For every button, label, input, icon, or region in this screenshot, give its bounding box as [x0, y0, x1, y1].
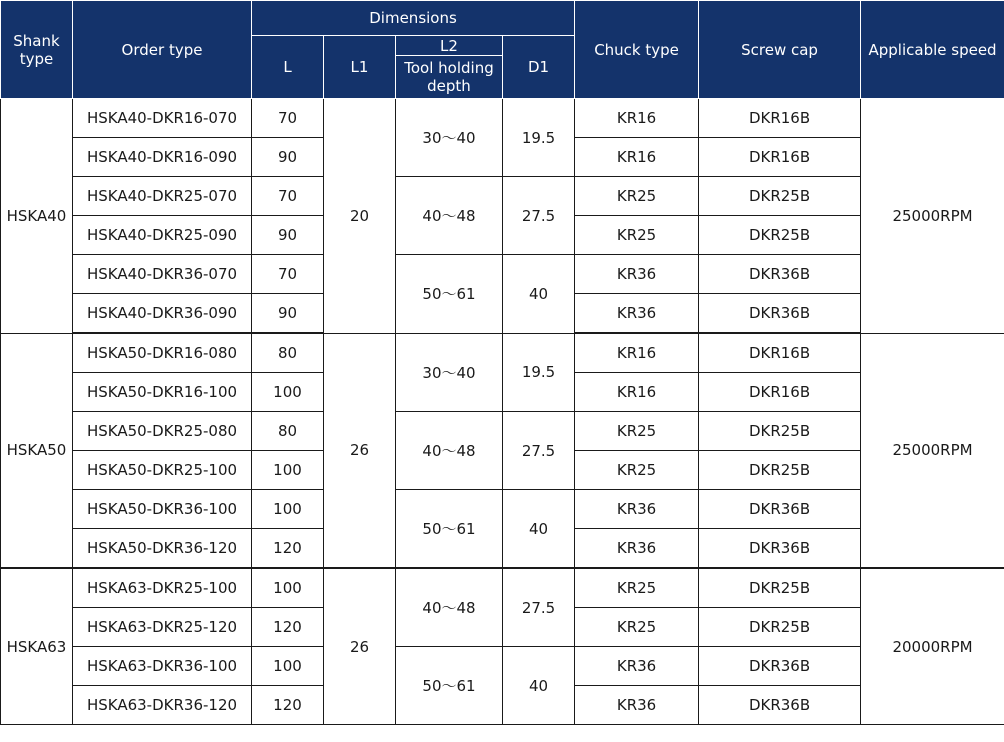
cell-order: HSKA40-DKR16-070 — [73, 99, 252, 138]
cell-chuck: KR25 — [575, 568, 699, 608]
table-row — [1, 490, 1004, 529]
cell-D1: 27.5 — [503, 568, 575, 647]
cell-order: HSKA40-DKR16-090 — [73, 138, 252, 177]
cell-order: HSKA50-DKR16-080 — [73, 333, 252, 373]
cell-L: 90 — [252, 294, 324, 334]
cell-order: HSKA63-DKR25-100 — [73, 568, 252, 608]
cell-chuck: KR36 — [575, 686, 699, 725]
cell-chuck: KR25 — [575, 451, 699, 490]
cell-order: HSKA50-DKR16-100 — [73, 373, 252, 412]
cell-chuck: KR36 — [575, 490, 699, 529]
header-order-type: Order type — [73, 1, 252, 99]
cell-order: HSKA63-DKR36-120 — [73, 686, 252, 725]
cell-L2: 30～40 — [396, 99, 503, 177]
cell-chuck: KR36 — [575, 647, 699, 686]
cell-L2: 30～40 — [396, 333, 503, 412]
cell-L: 80 — [252, 333, 324, 373]
cell-chuck: KR16 — [575, 333, 699, 373]
cell-D1: 27.5 — [503, 177, 575, 255]
cell-order: HSKA40-DKR25-070 — [73, 177, 252, 216]
cell-L: 100 — [252, 451, 324, 490]
cell-cap: DKR36B — [699, 294, 861, 334]
cell-L: 70 — [252, 255, 324, 294]
table-row — [1, 412, 1004, 451]
cell-speed: 20000RPM — [861, 568, 1004, 725]
table-row — [1, 255, 1004, 294]
table-row — [1, 647, 1004, 686]
cell-order: HSKA50-DKR25-100 — [73, 451, 252, 490]
header-screw-cap: Screw cap — [699, 1, 861, 99]
cell-L: 70 — [252, 99, 324, 138]
cell-order: HSKA40-DKR36-070 — [73, 255, 252, 294]
header-shank-type: Shank type — [1, 1, 73, 99]
cell-D1: 40 — [503, 255, 575, 334]
cell-L: 90 — [252, 138, 324, 177]
cell-shank: HSKA40 — [1, 99, 73, 334]
cell-chuck: KR36 — [575, 529, 699, 569]
header-L2: L2 — [396, 36, 503, 56]
cell-L: 120 — [252, 686, 324, 725]
cell-order: HSKA50-DKR25-080 — [73, 412, 252, 451]
cell-cap: DKR25B — [699, 177, 861, 216]
cell-D1: 19.5 — [503, 333, 575, 412]
cell-L: 120 — [252, 529, 324, 569]
cell-order: HSKA63-DKR25-120 — [73, 608, 252, 647]
cell-L2: 50～61 — [396, 647, 503, 725]
cell-L2: 40～48 — [396, 412, 503, 490]
cell-cap: DKR36B — [699, 529, 861, 569]
cell-chuck: KR16 — [575, 373, 699, 412]
cell-L1: 26 — [324, 333, 396, 568]
cell-speed: 25000RPM — [861, 333, 1004, 568]
cell-order: HSKA50-DKR36-120 — [73, 529, 252, 569]
cell-cap: DKR25B — [699, 412, 861, 451]
cell-cap: DKR36B — [699, 255, 861, 294]
cell-chuck: KR36 — [575, 255, 699, 294]
cell-shank: HSKA63 — [1, 568, 73, 725]
cell-D1: 40 — [503, 490, 575, 569]
cell-L: 80 — [252, 412, 324, 451]
cell-cap: DKR16B — [699, 373, 861, 412]
table-row — [1, 99, 1004, 138]
header-applicable-speed: Applicable speed — [861, 1, 1004, 99]
cell-chuck: KR25 — [575, 177, 699, 216]
cell-order: HSKA63-DKR36-100 — [73, 647, 252, 686]
cell-L: 100 — [252, 490, 324, 529]
cell-L1: 26 — [324, 568, 396, 725]
cell-cap: DKR25B — [699, 568, 861, 608]
cell-L: 90 — [252, 216, 324, 255]
cell-L1: 20 — [324, 99, 396, 334]
cell-L: 120 — [252, 608, 324, 647]
cell-cap: DKR36B — [699, 686, 861, 725]
header-dimensions: Dimensions — [252, 1, 575, 36]
cell-L2: 50～61 — [396, 255, 503, 334]
cell-L: 100 — [252, 373, 324, 412]
cell-chuck: KR36 — [575, 294, 699, 334]
cell-cap: DKR16B — [699, 333, 861, 373]
cell-speed: 25000RPM — [861, 99, 1004, 334]
header-L2-subtitle: Tool holding depth — [396, 56, 503, 99]
cell-L: 100 — [252, 647, 324, 686]
table-row — [1, 333, 1004, 373]
header-chuck-type: Chuck type — [575, 1, 699, 99]
cell-L: 70 — [252, 177, 324, 216]
header-L: L — [252, 36, 324, 99]
cell-shank: HSKA50 — [1, 333, 73, 568]
cell-chuck: KR25 — [575, 216, 699, 255]
cell-chuck: KR16 — [575, 138, 699, 177]
cell-cap: DKR16B — [699, 138, 861, 177]
cell-cap: DKR36B — [699, 647, 861, 686]
cell-L: 100 — [252, 568, 324, 608]
cell-order: HSKA40-DKR25-090 — [73, 216, 252, 255]
header-D1: D1 — [503, 36, 575, 99]
cell-D1: 27.5 — [503, 412, 575, 490]
cell-chuck: KR16 — [575, 99, 699, 138]
cell-order: HSKA50-DKR36-100 — [73, 490, 252, 529]
header-L1: L1 — [324, 36, 396, 99]
cell-L2: 40～48 — [396, 177, 503, 255]
cell-cap: DKR25B — [699, 451, 861, 490]
cell-cap: DKR36B — [699, 490, 861, 529]
cell-D1: 40 — [503, 647, 575, 725]
table-row — [1, 177, 1004, 216]
cell-L2: 40～48 — [396, 568, 503, 647]
cell-chuck: KR25 — [575, 608, 699, 647]
cell-D1: 19.5 — [503, 99, 575, 177]
cell-order: HSKA40-DKR36-090 — [73, 294, 252, 334]
cell-cap: DKR25B — [699, 608, 861, 647]
cell-chuck: KR25 — [575, 412, 699, 451]
table-row — [1, 568, 1004, 608]
cell-cap: DKR25B — [699, 216, 861, 255]
cell-L2: 50～61 — [396, 490, 503, 569]
cell-cap: DKR16B — [699, 99, 861, 138]
